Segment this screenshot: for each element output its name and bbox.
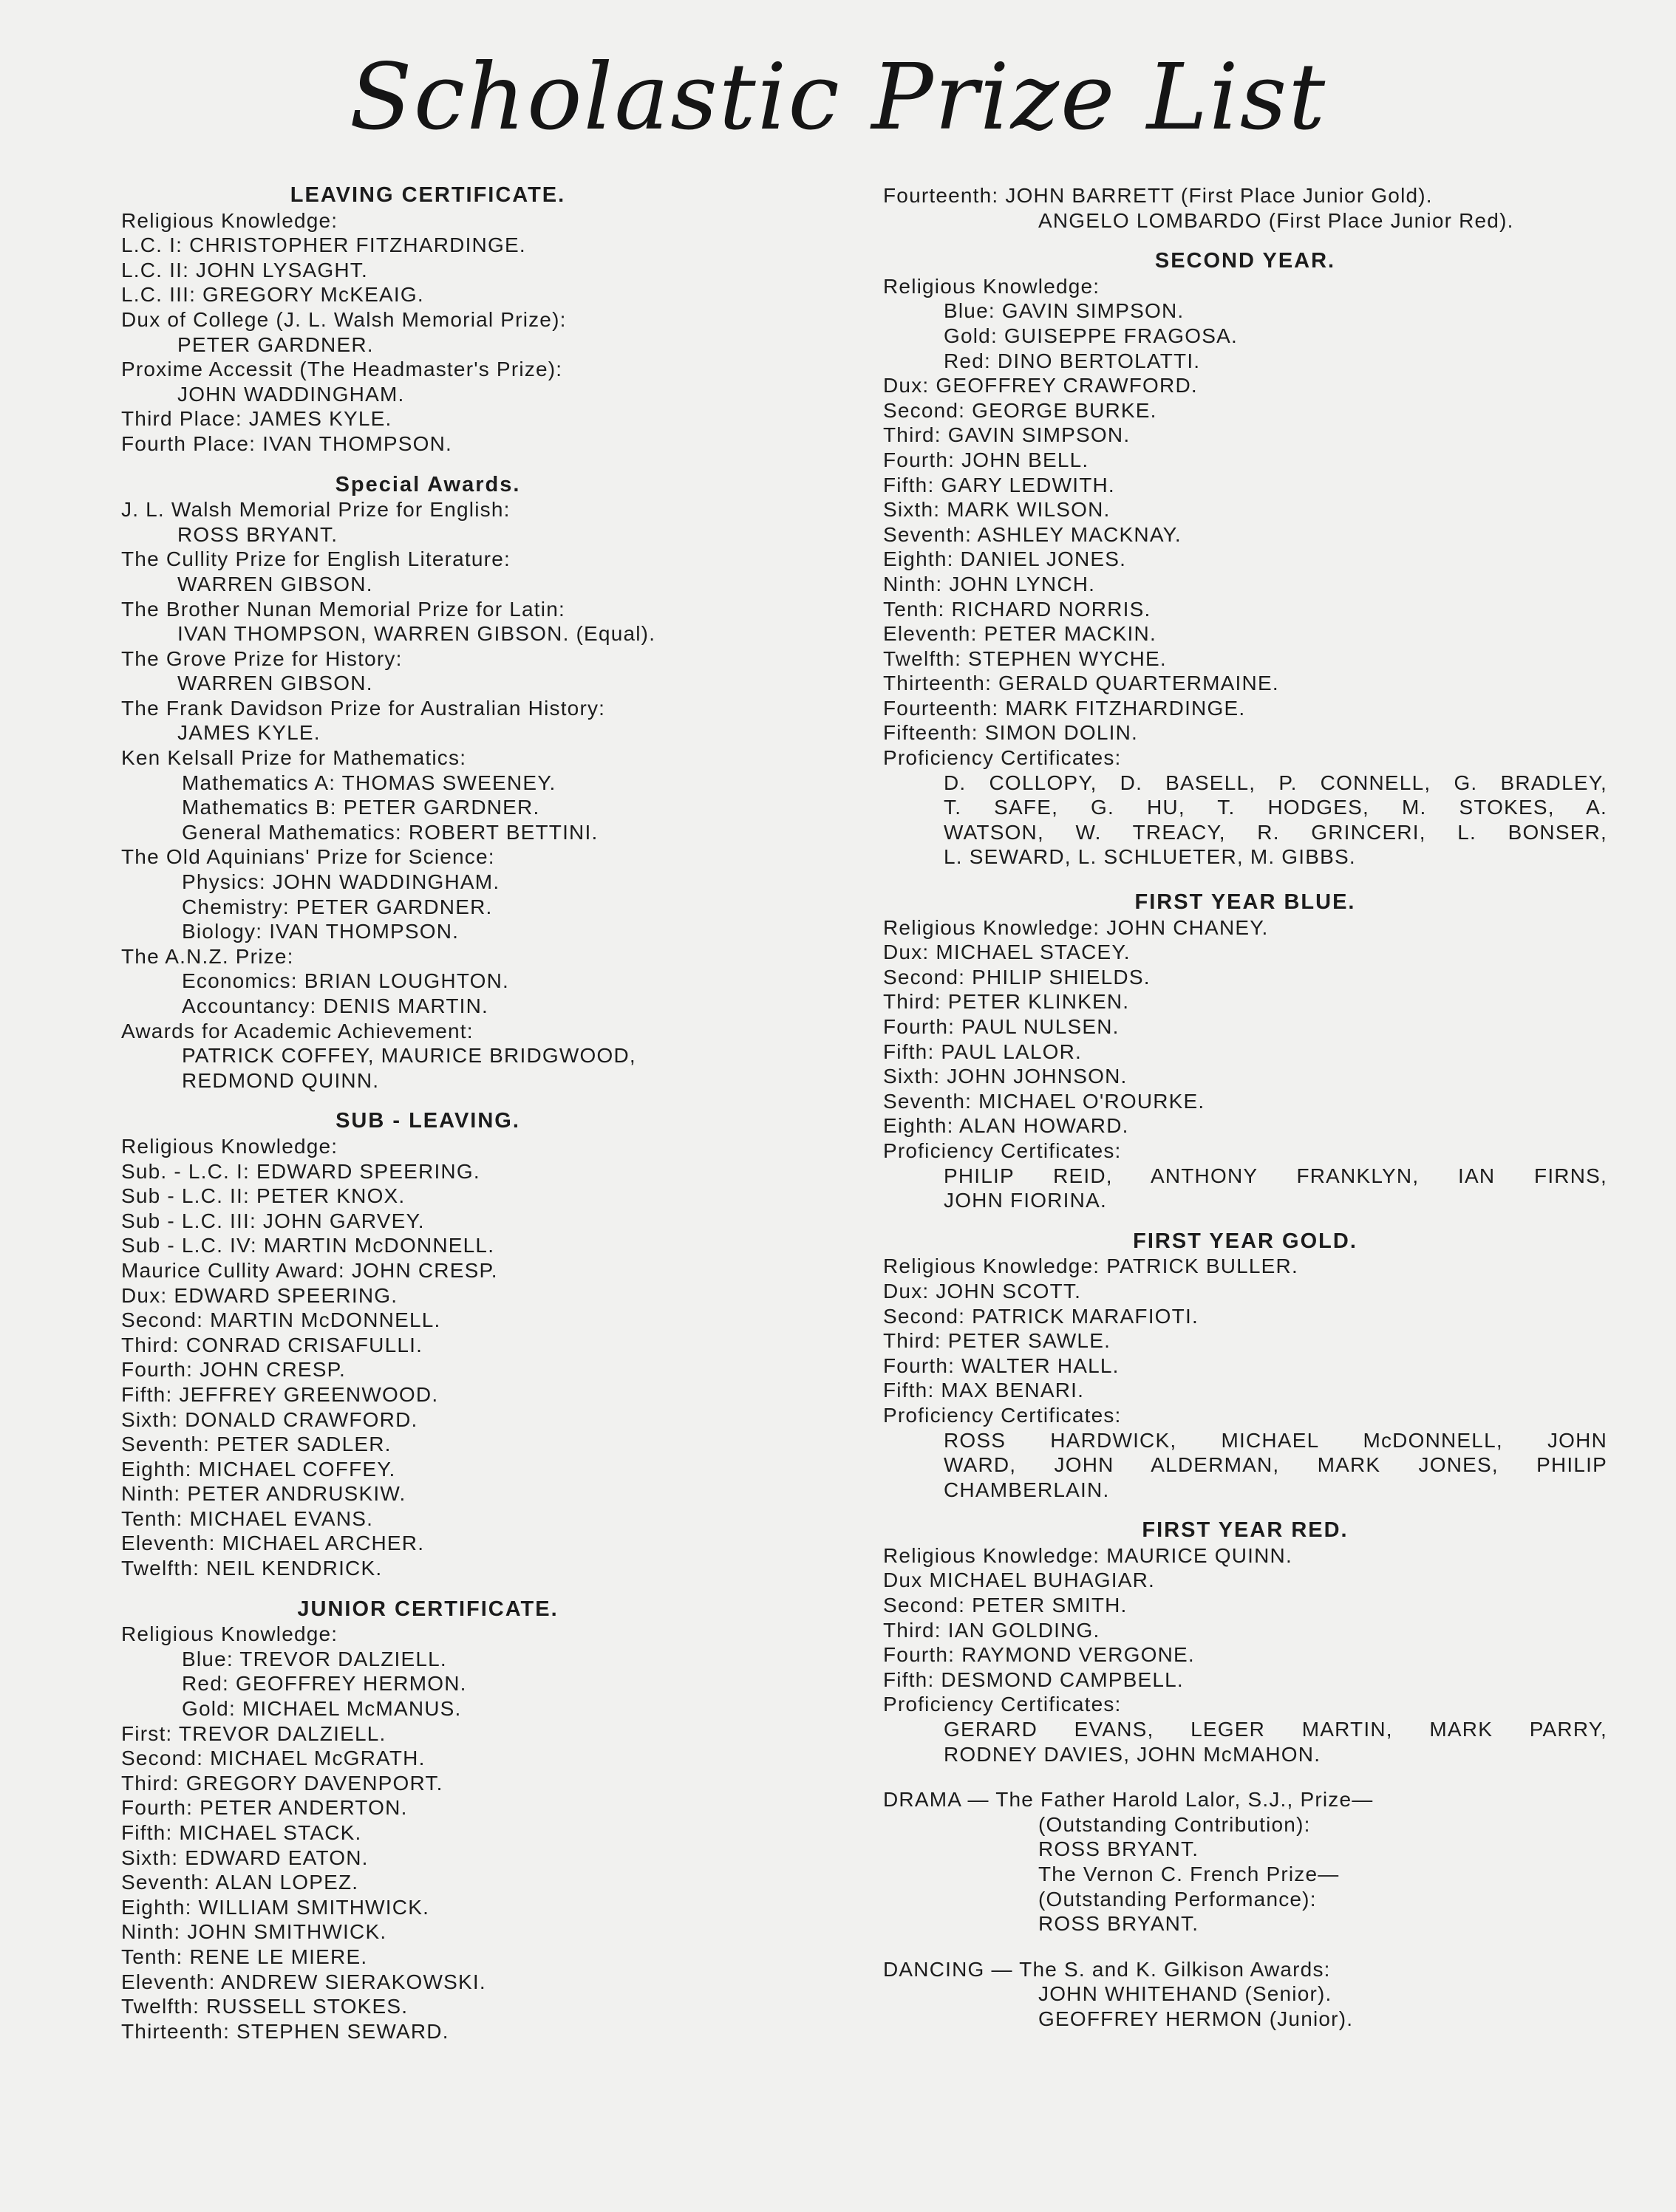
prize-line: The Frank Davidson Prize for Australian History:: [121, 696, 606, 720]
prize-winner: Red: GEOFFREY HERMON.: [182, 1672, 467, 1696]
prize-line: Eighth: DANIEL JONES.: [883, 547, 1127, 571]
prize-winner: GEOFFREY HERMON (Junior).: [1038, 2007, 1354, 2030]
prize-line: Fifth: MAX BENARI.: [883, 1379, 1085, 1402]
prize-line: Fourth: PAUL NULSEN.: [883, 1015, 1120, 1038]
prize-winner: Mathematics B: PETER GARDNER.: [182, 796, 540, 819]
prize-line: Ninth: JOHN SMITHWICK.: [121, 1920, 387, 1944]
prize-line: Fifth: JEFFREY GREENWOOD.: [121, 1382, 439, 1406]
prize-winner: The Vernon C. French Prize—: [1038, 1863, 1340, 1885]
prize-line: First: TREVOR DALZIELL.: [121, 1721, 386, 1745]
first-year-red-heading: FIRST YEAR RED.: [1142, 1518, 1349, 1543]
prize-winner: IVAN THOMPSON, WARREN GIBSON. (Equal).: [177, 622, 656, 646]
prize-winner: Accountancy: DENIS MARTIN.: [182, 994, 489, 1017]
prize-line: Religious Knowledge:: [121, 1622, 338, 1646]
dancing-award-line: DANCING — The S. and K. Gilkison Awards:: [883, 1957, 1331, 1981]
prize-line: Second: PETER SMITH.: [883, 1594, 1128, 1617]
prize-winner: General Mathematics: ROBERT BETTINI.: [182, 820, 599, 844]
junior-certificate-heading: JUNIOR CERTIFICATE.: [297, 1597, 559, 1621]
prize-line: Sub - L.C. II: PETER KNOX.: [121, 1184, 406, 1208]
prize-winner: ROSS BRYANT.: [1038, 1912, 1199, 1936]
prize-line: Proficiency Certificates:: [883, 1403, 1122, 1427]
prize-line: Second: MARTIN McDONNELL.: [121, 1308, 441, 1332]
prize-winner: Chemistry: PETER GARDNER.: [182, 895, 493, 918]
prize-line: Fourteenth: MARK FITZHARDINGE.: [883, 696, 1246, 720]
prize-winner: (Outstanding Performance):: [1038, 1887, 1317, 1911]
prize-winner: ANGELO LOMBARDO (First Place Junior Red).: [1038, 208, 1514, 232]
prize-line: Sixth: EDWARD EATON.: [121, 1846, 369, 1869]
prize-line: Sub. - L.C. I: EDWARD SPEERING.: [121, 1159, 480, 1183]
prize-line: Tenth: RENE LE MIERE.: [121, 1945, 368, 1968]
first-year-gold-heading: FIRST YEAR GOLD.: [1133, 1229, 1358, 1253]
prize-line: Proxime Accessit (The Headmaster's Prize):: [121, 358, 563, 381]
prize-winner: JAMES KYLE.: [177, 721, 321, 745]
prize-line: Second: GEORGE BURKE.: [883, 398, 1157, 422]
prize-line: Fourteenth: JOHN BARRETT (First Place Junior Gold).: [883, 184, 1433, 207]
prize-line: The A.N.Z. Prize:: [121, 944, 294, 968]
prize-winner: JOHN WHITEHAND (Senior).: [1038, 1982, 1332, 2006]
prize-line: Second: PATRICK MARAFIOTI.: [883, 1304, 1199, 1328]
prize-winner: Physics: JOHN WADDINGHAM.: [182, 870, 500, 894]
prize-line: L.C. I: CHRISTOPHER FITZHARDINGE.: [121, 233, 526, 257]
prize-line: Awards for Academic Achievement:: [121, 1019, 474, 1042]
prize-winner: PHILIP REID, ANTHONY FRANKLYN, IAN FIRNS,: [944, 1164, 1607, 1187]
prize-winner: WATSON, W. TREACY, R. GRINCERI, L. BONSER,: [944, 820, 1607, 844]
prize-line: Proficiency Certificates:: [883, 1693, 1122, 1716]
prize-line: Ninth: PETER ANDRUSKIW.: [121, 1482, 406, 1506]
prize-line: The Brother Nunan Memorial Prize for Latin:: [121, 597, 565, 621]
prize-winner: GERARD EVANS, LEGER MARTIN, MARK PARRY,: [944, 1718, 1607, 1741]
prize-line: Proficiency Certificates:: [883, 1139, 1122, 1162]
prize-line: Maurice Cullity Award: JOHN CRESP.: [121, 1258, 498, 1282]
prize-line: Fourth Place: IVAN THOMPSON.: [121, 431, 453, 455]
first-year-blue-heading: FIRST YEAR BLUE.: [1134, 890, 1356, 915]
prize-line: Eleventh: PETER MACKIN.: [883, 622, 1156, 646]
prize-line: Religious Knowledge:: [883, 274, 1100, 298]
prize-line: Sixth: MARK WILSON.: [883, 498, 1111, 522]
prize-winner: Blue: TREVOR DALZIELL.: [182, 1647, 447, 1670]
prize-line: Eighth: MICHAEL COFFEY.: [121, 1457, 396, 1481]
second-year-heading: SECOND YEAR.: [1154, 249, 1336, 273]
left-column: [121, 183, 735, 2044]
prize-line: Dux: GEOFFREY CRAWFORD.: [883, 374, 1198, 397]
prize-winner: ROSS BRYANT.: [1038, 1837, 1199, 1861]
prize-winner: T. SAFE, G. HU, T. HODGES, M. STOKES, A.: [944, 796, 1607, 819]
prize-line: Second: PHILIP SHIELDS.: [883, 965, 1151, 989]
prize-line: J. L. Walsh Memorial Prize for English:: [121, 498, 511, 522]
prize-line: Third: GREGORY DAVENPORT.: [121, 1771, 443, 1795]
prize-winner: Mathematics A: THOMAS SWEENEY.: [182, 771, 556, 794]
prize-line: Fifteenth: SIMON DOLIN.: [883, 721, 1139, 745]
prize-line: Fourth: RAYMOND VERGONE.: [883, 1643, 1195, 1667]
prize-line: Religious Knowledge: JOHN CHANEY.: [883, 915, 1269, 939]
prize-winner: ROSS BRYANT.: [177, 522, 338, 546]
prize-line: Ken Kelsall Prize for Mathematics:: [121, 746, 467, 770]
prize-line: Religious Knowledge:: [121, 1134, 338, 1158]
prize-line: Ninth: JOHN LYNCH.: [883, 572, 1096, 595]
prize-winner: (Outstanding Contribution):: [1038, 1812, 1311, 1836]
prize-winner: Biology: IVAN THOMPSON.: [182, 920, 460, 943]
prize-line: Tenth: RICHARD NORRIS.: [883, 597, 1151, 621]
prize-line: Third Place: JAMES KYLE.: [121, 407, 392, 431]
prize-winner: WARREN GIBSON.: [177, 672, 373, 695]
prize-winner: Gold: GUISEPPE FRAGOSA.: [944, 324, 1238, 347]
prize-line: Fourth: PETER ANDERTON.: [121, 1796, 408, 1820]
prize-line: Third: GAVIN SIMPSON.: [883, 423, 1131, 447]
prize-line: Third: PETER KLINKEN.: [883, 990, 1130, 1014]
prize-line: Third: CONRAD CRISAFULLI.: [121, 1333, 423, 1356]
prize-winner: Red: DINO BERTOLATTI.: [944, 349, 1201, 372]
prize-line: Proficiency Certificates:: [883, 746, 1122, 770]
prize-line: The Old Aquinians' Prize for Science:: [121, 845, 495, 869]
prize-winner: PETER GARDNER.: [177, 332, 374, 356]
prize-line: Twelfth: STEPHEN WYCHE.: [883, 646, 1167, 670]
leaving-certificate-heading: LEAVING CERTIFICATE.: [290, 183, 566, 207]
prize-line: L.C. III: GREGORY McKEAIG.: [121, 283, 424, 307]
prize-winner: WARD, JOHN ALDERMAN, MARK JONES, PHILIP: [944, 1453, 1607, 1477]
prize-winner: L. SEWARD, L. SCHLUETER, M. GIBBS.: [944, 845, 1356, 869]
prize-winner: RODNEY DAVIES, JOHN McMAHON.: [944, 1742, 1321, 1766]
prize-line: Fourth: JOHN BELL.: [883, 448, 1089, 471]
right-column: [883, 183, 1607, 2032]
special-awards-heading: Special Awards.: [335, 472, 521, 496]
prize-line: Seventh: ASHLEY MACKNAY.: [883, 522, 1182, 546]
prize-line: Seventh: PETER SADLER.: [121, 1433, 392, 1456]
prize-line: Fifth: MICHAEL STACK.: [121, 1821, 362, 1844]
prize-line: Thirteenth: GERALD QUARTERMAINE.: [883, 672, 1279, 695]
prize-line: Dux of College (J. L. Walsh Memorial Prize):: [121, 307, 567, 331]
prize-line: Eighth: ALAN HOWARD.: [883, 1114, 1129, 1138]
prize-winner: ROSS HARDWICK, MICHAEL McDONNELL, JOHN: [944, 1428, 1607, 1452]
prize-winner: CHAMBERLAIN.: [944, 1478, 1110, 1501]
prize-winner: Blue: GAVIN SIMPSON.: [944, 299, 1185, 323]
prize-line: Seventh: MICHAEL O'ROURKE.: [883, 1089, 1205, 1113]
prize-line: Fourth: JOHN CRESP.: [121, 1358, 346, 1382]
prize-line: Dux: EDWARD SPEERING.: [121, 1283, 398, 1307]
drama-award-line: DRAMA — The Father Harold Lalor, S.J., Prize—: [883, 1788, 1374, 1812]
prize-winner: REDMOND QUINN.: [182, 1068, 380, 1092]
prize-line: Seventh: ALAN LOPEZ.: [121, 1871, 359, 1894]
prize-line: Fourth: WALTER HALL.: [883, 1354, 1120, 1377]
prize-line: Fifth: PAUL LALOR.: [883, 1040, 1083, 1063]
prize-line: Sub - L.C. IV: MARTIN McDONNELL.: [121, 1234, 495, 1257]
prize-line: Dux: JOHN SCOTT.: [883, 1279, 1082, 1303]
prize-line: The Cullity Prize for English Literature:: [121, 547, 511, 571]
prize-line: Thirteenth: STEPHEN SEWARD.: [121, 2019, 449, 2043]
prize-winner: Economics: BRIAN LOUGHTON.: [182, 969, 509, 993]
prize-line: Religious Knowledge: PATRICK BULLER.: [883, 1255, 1298, 1278]
prize-line: Dux MICHAEL BUHAGIAR.: [883, 1568, 1156, 1592]
prize-line: Dux: MICHAEL STACEY.: [883, 941, 1131, 964]
prize-line: L.C. II: JOHN LYSAGHT.: [121, 258, 368, 281]
prize-winner: D. COLLOPY, D. BASELL, P. CONNELL, G. BRADLEY,: [944, 771, 1607, 794]
prize-line: Eighth: WILLIAM SMITHWICK.: [121, 1895, 430, 1919]
prize-line: Tenth: MICHAEL EVANS.: [121, 1506, 374, 1530]
page-title: Scholastic Prize List: [349, 44, 1327, 151]
prize-line: Third: PETER SAWLE.: [883, 1329, 1111, 1353]
prize-line: Eleventh: ANDREW SIERAKOWSKI.: [121, 1970, 486, 1993]
prize-line: Sixth: JOHN JOHNSON.: [883, 1065, 1128, 1088]
prize-winner: JOHN WADDINGHAM.: [177, 382, 405, 406]
prize-line: Eleventh: MICHAEL ARCHER.: [121, 1532, 425, 1555]
prize-line: Third: IAN GOLDING.: [883, 1618, 1100, 1642]
prize-line: Religious Knowledge: MAURICE QUINN.: [883, 1543, 1292, 1567]
prize-line: The Grove Prize for History:: [121, 646, 403, 670]
prize-line: Sub - L.C. III: JOHN GARVEY.: [121, 1209, 425, 1232]
prize-line: Second: MICHAEL McGRATH.: [121, 1747, 426, 1770]
sub-leaving-heading: SUB - LEAVING.: [335, 1109, 520, 1133]
prize-line: Fifth: DESMOND CAMPBELL.: [883, 1667, 1184, 1691]
prize-winner: WARREN GIBSON.: [177, 572, 373, 595]
prize-winner: JOHN FIORINA.: [944, 1189, 1107, 1212]
prize-winner: Gold: MICHAEL McMANUS.: [182, 1697, 462, 1721]
prize-winner: PATRICK COFFEY, MAURICE BRIDGWOOD,: [182, 1044, 636, 1068]
prize-line: Twelfth: NEIL KENDRICK.: [121, 1557, 383, 1580]
prize-line: Twelfth: RUSSELL STOKES.: [121, 1995, 409, 2018]
prize-line: Fifth: GARY LEDWITH.: [883, 473, 1115, 496]
prize-line: Religious Knowledge:: [121, 208, 338, 232]
prize-line: Sixth: DONALD CRAWFORD.: [121, 1407, 418, 1431]
